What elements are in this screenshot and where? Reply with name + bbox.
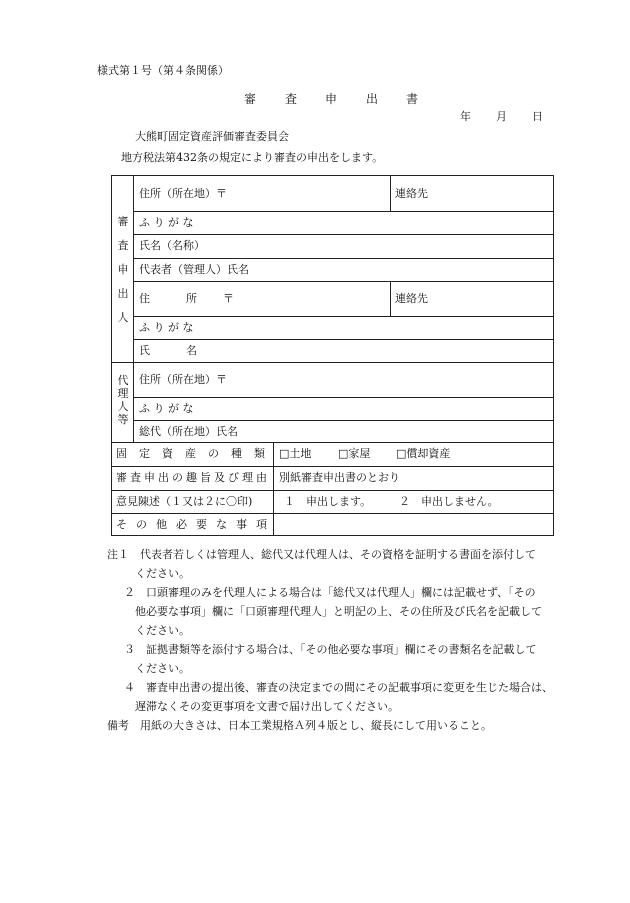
label-char: 審 [116, 471, 127, 484]
side-char: 代 [117, 374, 129, 387]
applicant-side-label [113, 213, 133, 333]
representative-name-label: 代表者（管理人）氏名 [139, 263, 249, 276]
title-char: 申 [325, 92, 338, 106]
side-char: 理 [117, 387, 129, 400]
grid-line [133, 339, 554, 340]
applicant-address2-label [139, 292, 259, 306]
label-char: の [208, 447, 219, 460]
grid-line [133, 397, 554, 398]
grid-line [112, 362, 554, 363]
label-char: 固 [116, 447, 127, 460]
grid-line [112, 442, 554, 443]
applicant-contact2-label: 連絡先 [395, 292, 428, 305]
opinion-label: 意見陳述（１又は２に〇印) [116, 495, 253, 508]
title-char: 査 [285, 92, 298, 106]
side-char: 人 [117, 400, 129, 413]
other-matters-label [116, 518, 270, 532]
applicant-name2-label [139, 344, 219, 358]
label-char: 産 [185, 447, 196, 460]
grid-line [133, 176, 134, 442]
applicant-name-label: 氏名（名称） [139, 239, 205, 252]
note-line: 遅滞なくその変更事項を文書で届け出してください。 [135, 700, 399, 713]
grid-line [133, 234, 554, 235]
agent-address-label: 住所（所在地）〒 [139, 373, 227, 386]
opinion-option-1[interactable]: １ 申出します。 [284, 495, 372, 508]
title-char: 審 [244, 92, 257, 106]
label-char: び [228, 471, 239, 484]
date-year: 年 [460, 110, 471, 123]
label-char: 事 [236, 518, 247, 531]
label-char: の [172, 471, 183, 484]
label-char: 項 [256, 518, 267, 531]
label-char: 定 [139, 447, 150, 460]
label-char: 申 [144, 471, 155, 484]
application-form-table [111, 175, 554, 536]
note-line: ２ 口頭審理のみを代理人による場合は「総代又は代理人」欄には記載せず、「その [124, 586, 536, 599]
grid-line [390, 176, 391, 211]
side-char: 査 [117, 239, 129, 252]
agent-name-label: 総代（所在地）氏名 [139, 425, 238, 438]
grid-line [390, 281, 391, 316]
postal-mark-icon: 〒 [223, 292, 234, 305]
grid-line [273, 442, 274, 536]
applicant-contact-label: 連絡先 [395, 187, 428, 200]
opinion-option-2[interactable]: ２ 申出しません。 [399, 495, 499, 508]
grid-line [133, 420, 554, 421]
label-char: の [136, 518, 147, 531]
note-line: ください。 [135, 567, 190, 580]
label-char: 要 [196, 518, 207, 531]
label-char: そ [116, 518, 127, 531]
form-number-label: 様式第１号（第４条関係） [97, 64, 229, 77]
grid-line [112, 490, 554, 491]
date-month: 月 [496, 110, 507, 123]
note-line: 他必要な事項」欄に「口頭審理代理人」と明記の上、その住所及び氏名を記載して [135, 605, 542, 618]
note-line: ３ 証拠書類等を添付する場合は、「その他必要な事項」欄にその書類名を記載して [124, 643, 537, 656]
side-char: 出 [117, 287, 129, 300]
label-char: 住 [139, 292, 150, 305]
note-line: ください。 [135, 662, 190, 675]
side-char: 等 [117, 413, 129, 426]
note-line: 注１ 代表者若しくは管理人、総代又は代理人は、その資格を証明する書面を添付して [107, 548, 536, 561]
asset-option-depreciable[interactable]: □償却資産 [396, 447, 451, 460]
document-title [0, 90, 630, 106]
label-char: 趣 [186, 471, 197, 484]
label-char: な [216, 518, 227, 531]
agent-furigana-label: ふ り が な [139, 402, 194, 415]
grid-line [112, 466, 554, 467]
grid-line [133, 281, 554, 282]
grid-line [112, 513, 554, 514]
label-char: 名 [186, 344, 197, 357]
label-char: 由 [256, 471, 267, 484]
intro-statement: 地方税法第432条の規定により審査の申出をします。 [121, 151, 384, 164]
asset-type-label [116, 447, 270, 461]
title-char: 書 [406, 92, 419, 106]
addressee: 大熊町固定資産評価審査委員会 [135, 130, 289, 143]
label-char: 査 [130, 471, 141, 484]
agent-side-label [113, 374, 133, 426]
note-line: ください。 [135, 624, 190, 637]
label-char: 出 [158, 471, 169, 484]
asset-option-house[interactable]: □家屋 [338, 447, 371, 460]
title-char: 出 [366, 92, 379, 106]
side-char: 申 [117, 263, 129, 276]
grid-line [133, 258, 554, 259]
date-day: 日 [532, 110, 543, 123]
label-char: 及 [214, 471, 225, 484]
applicant-furigana-label: ふ り が な [139, 216, 194, 229]
label-char: 所 [186, 292, 197, 305]
applicant-furigana2-label: ふ り が な [139, 321, 194, 334]
label-char: 旨 [200, 471, 211, 484]
label-char: 氏 [139, 344, 150, 357]
purpose-value: 別紙審査申出書のとおり [279, 471, 400, 484]
label-char: 他 [156, 518, 167, 531]
label-char: 理 [242, 471, 253, 484]
note-line: ４ 審査申出書の提出後、審査の決定までの間にその記載事項に変更を生じた場合は、 [124, 681, 553, 694]
side-char: 人 [117, 311, 129, 324]
label-char: 類 [254, 447, 265, 460]
remarks-line: 備考 用紙の大きさは、日本工業規格Ａ列４版とし、縦長にして用いること。 [107, 719, 492, 732]
grid-line [133, 211, 554, 212]
label-char: 資 [162, 447, 173, 460]
side-char: 審 [117, 215, 129, 228]
grid-line [133, 316, 554, 317]
purpose-label [116, 471, 270, 485]
date-line [0, 110, 630, 124]
label-char: 種 [231, 447, 242, 460]
asset-option-land[interactable]: □土地 [279, 447, 312, 460]
applicant-address-label: 住所（所在地）〒 [139, 187, 227, 200]
label-char: 必 [176, 518, 187, 531]
